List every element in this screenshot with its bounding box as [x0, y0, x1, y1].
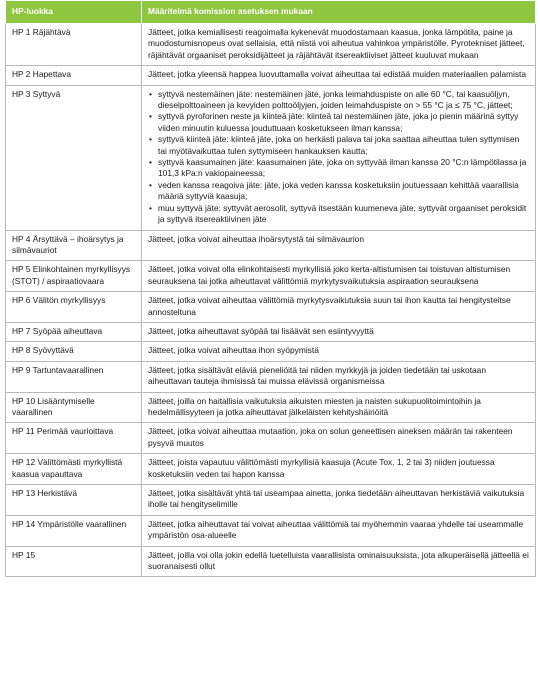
- hp-class-cell: HP 6 Välitön myrkyllisyys: [6, 292, 142, 323]
- table-row: [6, 261, 536, 292]
- definition-cell: Jätteet, jotka voivat aiheuttaa ihon syöpymistä: [142, 342, 536, 361]
- hp-class-cell: HP 10 Lisääntymiselle vaarallinen: [6, 392, 142, 423]
- table-header-row: [6, 1, 536, 24]
- hp-class-cell: HP 7 Syöpää aiheuttava: [6, 322, 142, 341]
- hp-classification-table: [5, 0, 536, 577]
- definition-cell: Jätteet, jotka yleensä happea luovuttamalla voivat aiheuttaa tai edistää muiden materiaalien palamista: [142, 66, 536, 85]
- definition-list: [148, 89, 529, 226]
- table-row: [6, 342, 536, 361]
- definition-cell: Jätteet, jotka sisältävät yhtä tai useampaa ainetta, jonka tiedetään aiheuttavan herkistäviä vaikutuksia iholle tai hengityselimille: [142, 485, 536, 516]
- column-header-hp-class: HP-luokka: [6, 1, 142, 24]
- hp-class-cell: HP 3 Syttyvä: [6, 85, 142, 230]
- table-row: [6, 361, 536, 392]
- list-item: • syttyvä kiinteä jäte: kiinteä jäte, joka on herkästi palava tai joka saattaa aiheuttaa tulen syttymisen tai myötävaikuttaa tulen syttymiseen hankauksen kautta;: [158, 134, 529, 157]
- definition-cell: Jätteet, jotka voivat olla elinkohtaisesti myrkyllisiä joko kerta-altistumisen tai toistuvan altistumisen seurauksena tai jotka aiheuttavat välittömiä myrkytysvaikutuksia aspiraation seurauksena: [142, 261, 536, 292]
- hp-class-cell: HP 14 Ympäristölle vaarallinen: [6, 515, 142, 546]
- hp-class-cell: HP 9 Tartuntavaarallinen: [6, 361, 142, 392]
- table-row: [6, 66, 536, 85]
- definition-cell: Jätteet, jotka sisältävät eläviä pieneliöitä tai niiden myrkkyjä ja joiden tiedetään tai uskotaan aiheuttavan tauteja ihmisissä tai muissa elävissä organismeissa: [142, 361, 536, 392]
- hp-class-cell: HP 5 Elinkohtainen myrkyllisyys (STOT) / aspiraatiovaara: [6, 261, 142, 292]
- definition-cell: Jätteet, jotka voivat aiheuttaa ihoärsytystä tai silmävaurion: [142, 230, 536, 261]
- table-row: [6, 24, 536, 66]
- table-row: [6, 392, 536, 423]
- list-item: • syttyvä pyroforinen neste ja kiinteä jäte: kiinteä tai nestemäinen jäte, joka jo pienin määrinä syttyy viiden minuutin kuluessa jouduttuaan kosketukseen ilman kanssa;: [158, 111, 529, 134]
- table-row: [6, 85, 536, 230]
- table-row: [6, 454, 536, 485]
- hp-class-cell: HP 8 Syövyttävä: [6, 342, 142, 361]
- definition-cell: Jätteet, joilla voi olla jokin edellä luetelluista vaarallisista ominaisuuksista, jota alkuperäisellä jätteellä ei suoranaisesti ollut: [142, 546, 536, 577]
- list-item: • syttyvä nestemäinen jäte: nestemäinen jäte, jonka leimahduspiste on alle 60 °C, tai kaasuöljyn, dieselpolttoaineen ja kevyiden polttoöljyjen, joiden leimahduspiste on > 55 °C ja ≤ 75 °C, jätteet;: [158, 89, 529, 112]
- list-item: • syttyvä kaasumainen jäte: kaasumainen jäte, joka on syttyvää ilman kanssa 20 °C:n lämpötilassa ja 101,3 kPa:n vakiopaineessa;: [158, 157, 529, 180]
- hp-class-cell: HP 15: [6, 546, 142, 577]
- list-item: • muu syttyvä jäte: syttyvät aerosolit, syttyvä itsestään kuumeneva jäte, syttyvät orgaaniset peroksidit ja syttyvä itsereaktiivinen jäte: [158, 203, 529, 226]
- definition-cell: Jätteet, jotka voivat aiheuttaa välittömiä myrkytysvaikutuksia suun tai ihon kautta tai hengitysteitse annosteltuna: [142, 292, 536, 323]
- hp-class-cell: HP 4 Ärsyttävä – ihoärsytys ja silmävauriot: [6, 230, 142, 261]
- table-row: [6, 546, 536, 577]
- table-row: [6, 423, 536, 454]
- table-row: [6, 515, 536, 546]
- hp-class-cell: HP 2 Hapettava: [6, 66, 142, 85]
- definition-cell: Jätteet, jotka aiheuttavat tai voivat aiheuttaa välittömiä tai myöhemmin vaaraa yhdelle tai useammalle ympäristön osa-alueelle: [142, 515, 536, 546]
- hp-class-cell: HP 13 Herkistävä: [6, 485, 142, 516]
- list-item: • veden kanssa reagoiva jäte: jäte, joka veden kanssa kosketuksiin joutuessaan kehittää vaarallisia määriä syttyviä kaasuja;: [158, 180, 529, 203]
- table-row: [6, 485, 536, 516]
- definition-cell: Jätteet, joilla on haitallisia vaikutuksia aikuisten miesten ja naisten sukupuolitoimintoihin ja hedelmällisyyteen ja jotka aiheuttavat jälkeläisten kehityshäiriöitä: [142, 392, 536, 423]
- definition-cell: Jätteet, joista vapautuu välittömästi myrkyllisiä kaasuja (Acute Tox. 1, 2 tai 3) niiden joutuessa kosketuksiin veden tai hapon kanssa: [142, 454, 536, 485]
- table-body: [6, 24, 536, 577]
- table-row: [6, 292, 536, 323]
- definition-cell: [142, 85, 536, 230]
- table-row: [6, 322, 536, 341]
- hp-class-cell: HP 11 Perimää vaurioittava: [6, 423, 142, 454]
- hp-class-cell: HP 12 Välittömästi myrkyllistä kaasua vapauttava: [6, 454, 142, 485]
- definition-cell: Jätteet, jotka voivat aiheuttaa mutaation, joka on solun geneettisen aineksen määrän tai rakenteen pysyvä muutos: [142, 423, 536, 454]
- column-header-definition: Määritelmä komission asetuksen mukaan: [142, 1, 536, 24]
- definition-cell: Jätteet, jotka kemiallisesti reagoimalla kykenevät muodostamaan kaasua, jonka lämpötila, paine ja muodostumisnopeus ovat sellaisia, että niistä voi aiheutua vahinkoa ympäristölle. Pyrotekniset jätteet, räjähtävät orgaaniset peroksidijätteet ja räjähtävät itsereaktiiviset jätteet kuuluvat mukaan: [142, 24, 536, 66]
- definition-cell: Jätteet, jotka aiheuttavat syöpää tai lisäävät sen esiintyvyyttä: [142, 322, 536, 341]
- table-row: [6, 230, 536, 261]
- hp-class-cell: HP 1 Räjähtävä: [6, 24, 142, 66]
